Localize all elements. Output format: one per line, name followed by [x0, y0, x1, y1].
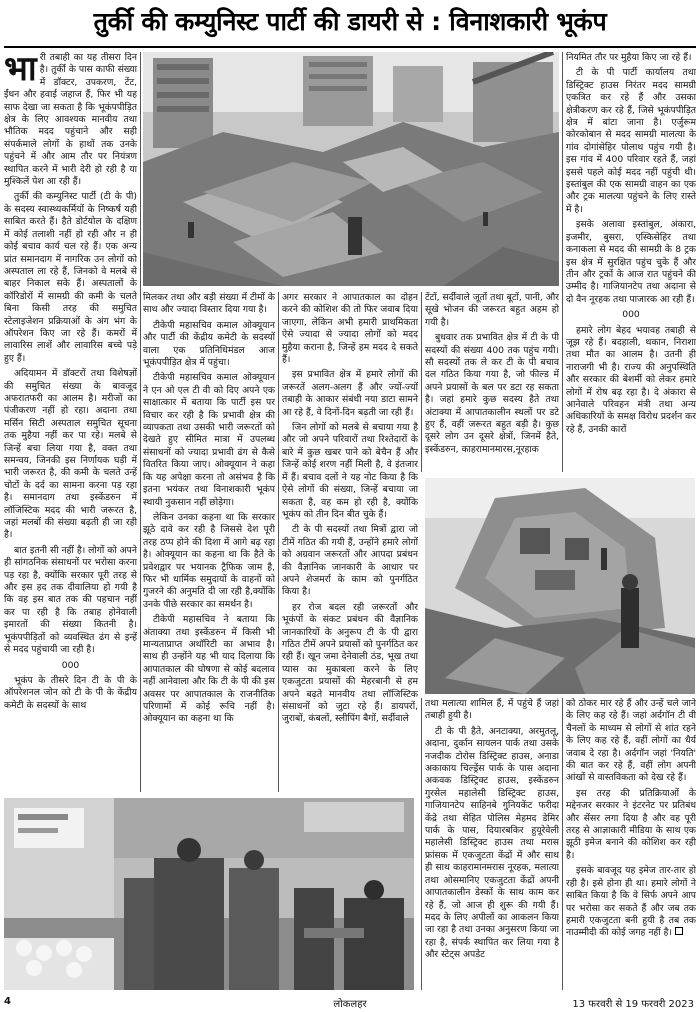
- issue-date: 13 फरवरी से 19 फरवरी 2023: [572, 999, 694, 1010]
- paragraph: टीकेपी महासचिव कमाल ओक्यूयान और पार्टी की केंद्रीय कमेटी के सदस्यों वाला एक प्रतिनिधिमंडल आज भूकंपपीड़ित क्षेत्र में पहुंचा।: [143, 319, 275, 369]
- paragraph: हमारे लोग बेहद भयावह तबाही से जूझ रहे हैं। बदहाली, थकान, निराशा तथा मौत का आलम है। उतनी ही नाराजगी भी है। राज्य की अनुपस्थिति और सरकार की बेशर्मी को लेकर हमारे लोगों में रोष बढ़ रहा है। दे अंकारा से आनेवाले परिवहन मंत्री तथा अन्य अधिकारियों के समक्ष विरोध प्रदर्शन कर रहे हैं, उनकी कारों: [566, 324, 696, 435]
- paragraph: इसके बावजूद यह इमेज तार-तार हो रही है। इसे होना ही था। हमारे लोगों ने साबित किया है कि वे सिर्फ अपने आप पर भरोसा कर सकते हैं और जब तक हमारी एकजुटता बनी हुयी है तब तक नाउम्मीदी की कोई जगह नहीं है।: [566, 865, 696, 939]
- headline: तुर्की की कम्युनिस्ट पार्टी की डायरी से : विनाशकारी भूकंप: [93, 7, 607, 36]
- end-mark-icon: [675, 927, 683, 935]
- drop-cap: भा: [4, 52, 37, 89]
- paragraph: तथा मलात्या शामिल हैं, में पहुंचे हैं जहां तबाही हुयी है।: [425, 698, 559, 722]
- column-divider: [562, 52, 563, 472]
- paragraph: बात इतनी सी नहीं है। लोगों को अपने ही सांगठनिक संसाधनों पर भरोसा करना पड़ रहा है, क्योंकि सरकार पूरी तरह से और इस हद तक दीवालिया हो गयी है कि वह इस बात तक की पहचान नहीं कर पा रही है कि तबाह होनेवाली इमारतों की संख्या कितनी है। भूकंपपीड़ितों को व्यवस्थित ढंग से इन्हें से मदद पहुंचायी जा रही है।: [4, 544, 137, 656]
- column-divider: [562, 698, 563, 990]
- headline-rule: [4, 46, 696, 48]
- paragraph: लेकिन उनका कहना था कि सरकार झूठे दावे कर रही है जिससे देश पूरी तरह ठप्प होने की दिशा में आगे बढ़ रहा है। ओक्यूयान का कहना था कि हैते के प्रवेशद्वार पर भयानक ट्रैफिक जाम है, फिर भी धार्मिक समुदायों के वाहनों को गुजरने की अनुमति दी जा रही है,क्योंकि उनके पीछे सरकार का समर्थन है।: [143, 511, 275, 610]
- page-footer: [0, 996, 700, 1012]
- paragraph: टीकेपी महासचिव कमाल ओक्यूयान ने एन ओ एल टी वी को दिए अपने एक साक्षात्कार में बताया कि पार्टी इस पर विचार कर रही है कि प्रभावी क्षेत्र की व्यापकता तथा उसकी भारी जरूरतों को देखते हुए सीमित मात्रा में उपलब्ध संसाधनों को ज्यादा प्रभावी ढंग से कैसे वितरित किया जाए। ओक्यूयान ने कहा कि यह अपेक्षा करना तो असंभव है कि इतना भयंकर तथा विनाशकारी भूकंप स्थायी नुकसान नहीं छोड़ेगा।: [143, 372, 275, 508]
- paragraph: भूकंप के तीसरे दिन टी के पी के ऑपरेशनल जोन को टी के पी के केंद्रीय कमेटी के सदस्यों के साथ: [4, 674, 137, 711]
- paragraph: टीकेपी महासचिव ने बताया कि अंताक्या तथा इस्केंडरुन में किसी भी मान्यताप्राप्त अथॉरिटी का अभाव है। साथ ही उन्होंने यह भी याद दिलाया कि आपातकाल की घोषणा से कोई बदलाव नहीं आनेवाला और कि टी के पी की इस अवसर पर आपातकाल के राजनीतिक परिणामों में कोई रूचि नहीं है। ओक्यूयान का कहना था कि: [143, 614, 275, 725]
- paragraph: इस प्रभावित क्षेत्र में हमारे लोगों की जरूरतें अलग-अलग हैं और ज्यों-ज्यों तबाही के आकार संबंधी नया डाटा सामने आ रहे हैं, वे दिनों-दिन बढ़ती जा रही हैं।: [282, 369, 418, 418]
- column-divider: [140, 52, 141, 792]
- paragraph: बुधवार तक प्रभावित क्षेत्र में टी के पी सदस्यों की संख्या 400 तक पहुंच गयी। सौ सदस्यों तक ले कर टी के पी बचाव दल गठित किया गया है, जो फील्ड में अपने प्रयासों के बल पर डटा रह सकता है। जहां हमारे कुछ सदस्य हैते तथा अंटाक्या में आपातकालीन स्थलों पर डटे हुए हैं, वहीं जरूरत बहुत बड़ी है। कुछ दूसरे लोग उन दूसरे क्षेत्रों, जिनमें हैते, इस्केंडरुन, काहरामानमारस,नूरहाक: [425, 332, 559, 455]
- paragraph: भारी तबाही का यह तीसरा दिन है। तुर्की के पास काफी संख्या में डॉक्टर, उपकरण, टेंट, ईंधन और हवाई जहाज हैं, फिर भी यह साफ देखा जा सकता है कि भूकंपपीड़ित क्षेत्र के लिए आवश्यक मानवीय तथा भौतिक मदद पहुंचाने और सही संपर्कमाले लोगों के हाथों तक उनके पहुंचने में और आम तौर पर नियंत्रण स्थापित करने में भारी देरी हो रही है या मुश्किलें पेश आ रही हैं।: [4, 52, 137, 188]
- paragraph: को ठोकर मार रहे हैं और उन्हें चले जाने के लिए कह रहे हैं। जहां अर्दगॉन टी वी चैनलों के माध्यम से लोगों से शांत रहने के लिए कह रहे हैं, वहीं लोगों का धैर्य जवाब दे रहा है। अर्दगॉन जहां 'नियति' की बात कर रहे हैं, वहीं लोग अपनी आंखों से वास्तविकता को देख रहे हैं।: [566, 698, 696, 784]
- paragraph: हर रोज बदल रही जरूरतों और भूकंपों के संकट प्रबंधन की वैज्ञानिक जानकारियों के अनुरूप टी के पी द्वारा गठित टीमें अपने प्रयासों को पुनर्गठित कर रही हैं। खून जमा देनेवाली ठंड, भूख तथा प्यास का मुकाबला करने के लिए एकजुटता प्रयासों की मेहरबानी से हम अपने बढ़ते मानवीय तथा लॉजिस्टिक संसाधनों को जुटा रहे हैं। डायपरों, जुराबों, कंबलों, स्लीपिंग बैगों, सर्दीवाले: [282, 601, 418, 725]
- page-number: 4: [4, 996, 11, 1007]
- publication-name: लोकलहर: [333, 999, 367, 1010]
- paragraph: टी के पी सदस्यों तथा मित्रों द्वारा जो टीमें गठित की गयी हैं, उन्होंने हमारे लोगों को अग्रवान जरूरतों और आपदा प्रबंधन की वैज्ञानिक जानकारी के आधार पर अपने शेजमर्रा के काम को पुनर्गठित किया है।: [282, 524, 418, 598]
- column-4-bottom: [566, 698, 696, 992]
- column-5: [566, 52, 696, 474]
- photo-collapsed-buildings: [143, 52, 559, 286]
- section-separator: 000: [622, 309, 640, 321]
- column-divider: [421, 698, 422, 990]
- column-3-bottom: [425, 698, 559, 992]
- paragraph: अगर सरकार ने आपातकाल का दोहन करने की कोशिश की तो फिर जवाब दिया जाएगा, लेकिन अभी हमारी प्राथमिकता ऐसे ज्यादा से ज्यादा लोगों को मदद मुहैया कराना है, जिन्हें हम मदद दे सकते हैं।: [282, 292, 418, 366]
- paragraph: जिन लोगों को मलबे से बचाया गया है और जो अपने परिवारों तथा रिश्तेदारों के बारे में कुछ खबर पाने को बेचैन हैं और जिन्हें कोई शरण नहीं मिली है, वे इंतजार में हैं। बचाव दलों ने यह नोट किया है कि ऐसे लोगों की संख्या, जिन्हें बचाया जा सकता है, वह कम हो रही है, क्योंकि भूकंप को तीन दिन बीत चुके हैं।: [282, 422, 418, 520]
- column-3: [282, 292, 418, 796]
- paragraph: अदियामन में डॉक्टरों तथा विशेषज्ञों की समुचित संख्या के बावजूद अफरातफरी का आलम है। मरीजों का पंजीकरण नहीं हो रहा। अदाना तथा मर्सिन सिटी अस्पताल समुचित सूचना तक मुहैया नहीं कर पा रहे। मलबे से जिन्हें बचा लिया गया है, वक्त तथा समन्वय, जिनकी इस निर्णायक घड़ी में भारी जरूरत है, की कमी के चलते उन्हें चोटों के दर्द का सामना करना पड़ रहा है। समानदाग तथा इस्केंडरुन में लॉजिस्टिक मदद की भारी जरूरत है, जहां मलबों की संख्या बढ़ती ही जा रही है।: [4, 368, 137, 541]
- paragraph: तुर्की की कम्युनिस्ट पार्टी (टी के पी) के सदस्य स्वास्थ्यकर्मियों के निष्कर्ष यही साबित करते हैं। हैते डोर्टयोल के दक्षिण में कोई तलाशी नहीं हो रही और न ही कोई बचाव कार्य चल रहे हैं। एक अन्य प्रांत समानदाग में नागरिक उन लोगों को अस्पताल ला रहे हैं, जिनको वे मलबे से बाहर निकाल सके हैं। अस्पतालों के कॉरिडोरों में सामग्री की कमी के चलते बिना किसी तरह की समुचित स्टेलाइजेशन प्रक्रियाओं के अंग भंग के ऑपरेशन किए जा रहे हैं। कमरों में लावारिस लाशें और लावारिस बच्चे पड़े हुए हैं।: [4, 191, 137, 364]
- photo-aid-distribution: [4, 798, 414, 990]
- paragraph: टी के पी पार्टी कार्यालय तथा डिस्ट्रिक्ट हाउस निरंतर मदद सामग्री एकत्रित कर रहे हैं और उसका क्षेत्रीकरण कर रहे हैं, जिसे भूकंपपीड़ित क्षेत्र में बांटा जाना है। एर्जुरूम कोरकोबान से मदद सामग्री मालत्या के गांव दोगांसेहिर पोलाथ पहुंच गयी है। इस गांव में 400 परिवार रहते हैं, जहां इससे पहले कोई मदद नहीं पहुंची थी। इस्तांबुल की एक सामग्री वाहन का एक और ट्रक मालत्या पहुंचने के लिए रास्ते में है।: [566, 67, 696, 215]
- paragraph: टेंटों, सर्दीवाले जूतों तथा बूटों, पानी, और सूखे भोजन की जरूरत बहुत अहम हो गयी है।: [425, 292, 559, 328]
- rubble-scene-image: [143, 52, 559, 286]
- column-2: [143, 292, 275, 796]
- paragraph: नियमित तौर पर मुहैया किए जा रहे हैं।: [566, 52, 692, 63]
- paragraph: इसके अलावा इस्तांबुल, अंकारा, इजमीर, बुसरा, एस्किसेहिर तथा कनाकला से मदद की सामग्री के 8 ट्रक इस क्षेत्र में सुरक्षित पहुंच चुके हैं और तीन और ट्रकों के आज रात पहुंचने की उम्मीद है। गाजियानटेप तथा अदाना से दो वैन नूरहक तथा पाजारक आ रही हैं।: [566, 219, 696, 305]
- rubble-woman-image: [425, 478, 695, 694]
- paragraph: मिलकर तथा और बड़ी संख्या में टीमों के साथ और ज्यादा विस्तार दिया गया है।: [143, 292, 275, 316]
- paragraph: टी के पी हैते, अनटाक्या, अरमुतलू, अदाना, दुर्कान सायलन पार्क तथा उसके नजदीक टोरोस डिस्ट्रिक्ट हाउस, अनाडा अकाकाय चिल्ड्रेंस पार्क के पास अदाना अकवक डिस्ट्रिक्ट हाउस, इस्केंडरुन गुरसेल महालेसी डिस्ट्रिक्ट हाउस, गाजियानटेप साहिनबे गुनियकेंट फरीदा केंद्रे तथा सेहित पोलिस मेहमद डेमिर पार्क के पास, दियारबकिर हुयूरेवेली महालेसी डिस्ट्रिक्ट हाउस तथा मरास फ्रांसक में एकजुटता केंद्रों में और साथ ही साथ काहरामानमरास नूरहक, मलात्या तथा ओसमानिए एकजुटता केंद्रों अपनी आपातकालीन डेस्कों के साथ काम कर रहे हैं, जो आज ही शुरू की गयी हैं। मदद के लिए अपीलों का आकलन किया जा रहा है तथा उनका अनुसरण किया जा रहा है, संपर्क स्थापित कर लिया गया है और स्टेट्स अपडेट: [425, 725, 559, 961]
- column-4-top: [425, 292, 559, 472]
- column-divider: [421, 292, 422, 472]
- photo-woman-on-rubble: [425, 478, 695, 694]
- column-divider: [278, 292, 279, 792]
- aid-crowd-image: [4, 798, 414, 990]
- paragraph: इस तरह की प्रतिक्रियाओं के मद्देनजर सरकार ने इंटरनेट पर प्रतिबंध और सेंसर लगा दिया है और वह पूरी तरह से आज्ञाकारी मीडिया के साथ एक झूठी इमेज बनाने की कोशिश कर रही है।: [566, 787, 696, 861]
- column-1: [4, 52, 137, 796]
- section-separator: 000: [61, 659, 80, 671]
